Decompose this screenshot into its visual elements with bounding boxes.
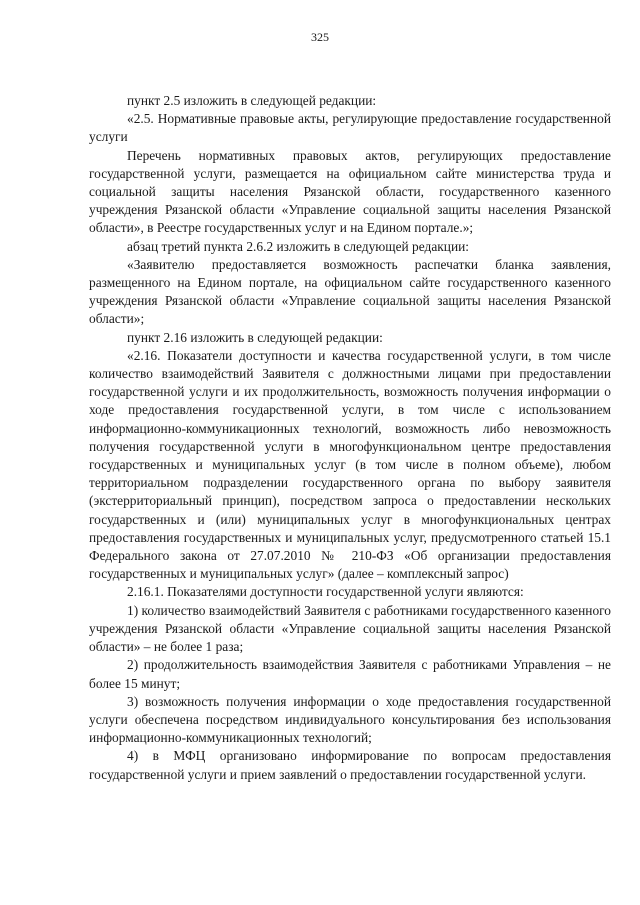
paragraph-amend-2-6-2: абзац третий пункта 2.6.2 изложить в следующей редакции: <box>127 238 469 254</box>
list-item-2: 2) продолжительность взаимодействия Заявителя с работниками Управления – не более 15 минут; <box>89 657 611 691</box>
list-item-1: 1) количество взаимодействий Заявителя с работниками государственного казенного учреждения Рязанской области «Управление социальной защиты населения Рязанской области» – не более 1 раза; <box>89 602 611 655</box>
paragraph-2-5-text: Перечень нормативных правовых актов, регулирующих предоставление государственной услуги, размещается на официальном сайте министерства труда и социальной защиты населения Рязанской области, государственного казенного учреждения Рязанской области «Управление социальной защиты населения Рязанской области», в Реестре государственных услуг и на Едином портале.»; <box>89 147 611 236</box>
paragraph-2-16-text: «2.16. Показатели доступности и качества государственной услуги, в том числе количество взаимодействий Заявителя с должностными лицами при предоставлении государственной услуги и их продолжительность, возможность получения информации о ходе предоставления государственной услуги, в том числе с использованием информационно-коммуникационных технологий, возможность либо невозможность получения государственной услуги в многофункциональном центре предоставления государственных и муниципальных услуг (в том числе в полном объеме), любом территориальном подразделении государственного органа по выбору заявителя (экстерриториальный принцип), посредством запроса о предоставлении нескольких государственных и (или) муниципальных услуг в многофункциональных центрах предоставления государственных и муниципальных услуг, предусмотренного статьей 15.1 Федерального закона от 27.07.2010 № 210-ФЗ «Об организации предоставления государственных и муниципальных услуг» (далее – комплексный запрос) <box>89 347 611 582</box>
document-body <box>89 92 611 784</box>
list-item-3: 3) возможность получения информации о ходе предоставления государственной услуги обеспечена посредством индивидуального консультирования без использования информационно-коммуникационных технологий; <box>89 693 611 746</box>
paragraph-amend-2-5: пункт 2.5 изложить в следующей редакции: <box>127 93 377 108</box>
list-item-4: 4) в МФЦ организовано информирование по вопросам предоставления государственной услуги и прием заявлений о предоставлении государственной услуги. <box>89 748 611 782</box>
paragraph-2-5-heading: «2.5. Нормативные правовые акты, регулирующие предоставление государственной услуги <box>89 111 611 145</box>
page-number: 325 <box>311 30 329 44</box>
paragraph-2-16-1: 2.16.1. Показателями доступности государственной услуги являются: <box>127 584 524 600</box>
paragraph-amend-2-16: пункт 2.16 изложить в следующей редакции: <box>127 329 383 345</box>
paragraph-2-6-2-text: «Заявителю предоставляется возможность распечатки бланка заявления, размещенного на Едином портале, на официальном сайте государственного казенного учреждения Рязанской области «Управление социальной защиты населения Рязанской области»; <box>89 256 611 327</box>
